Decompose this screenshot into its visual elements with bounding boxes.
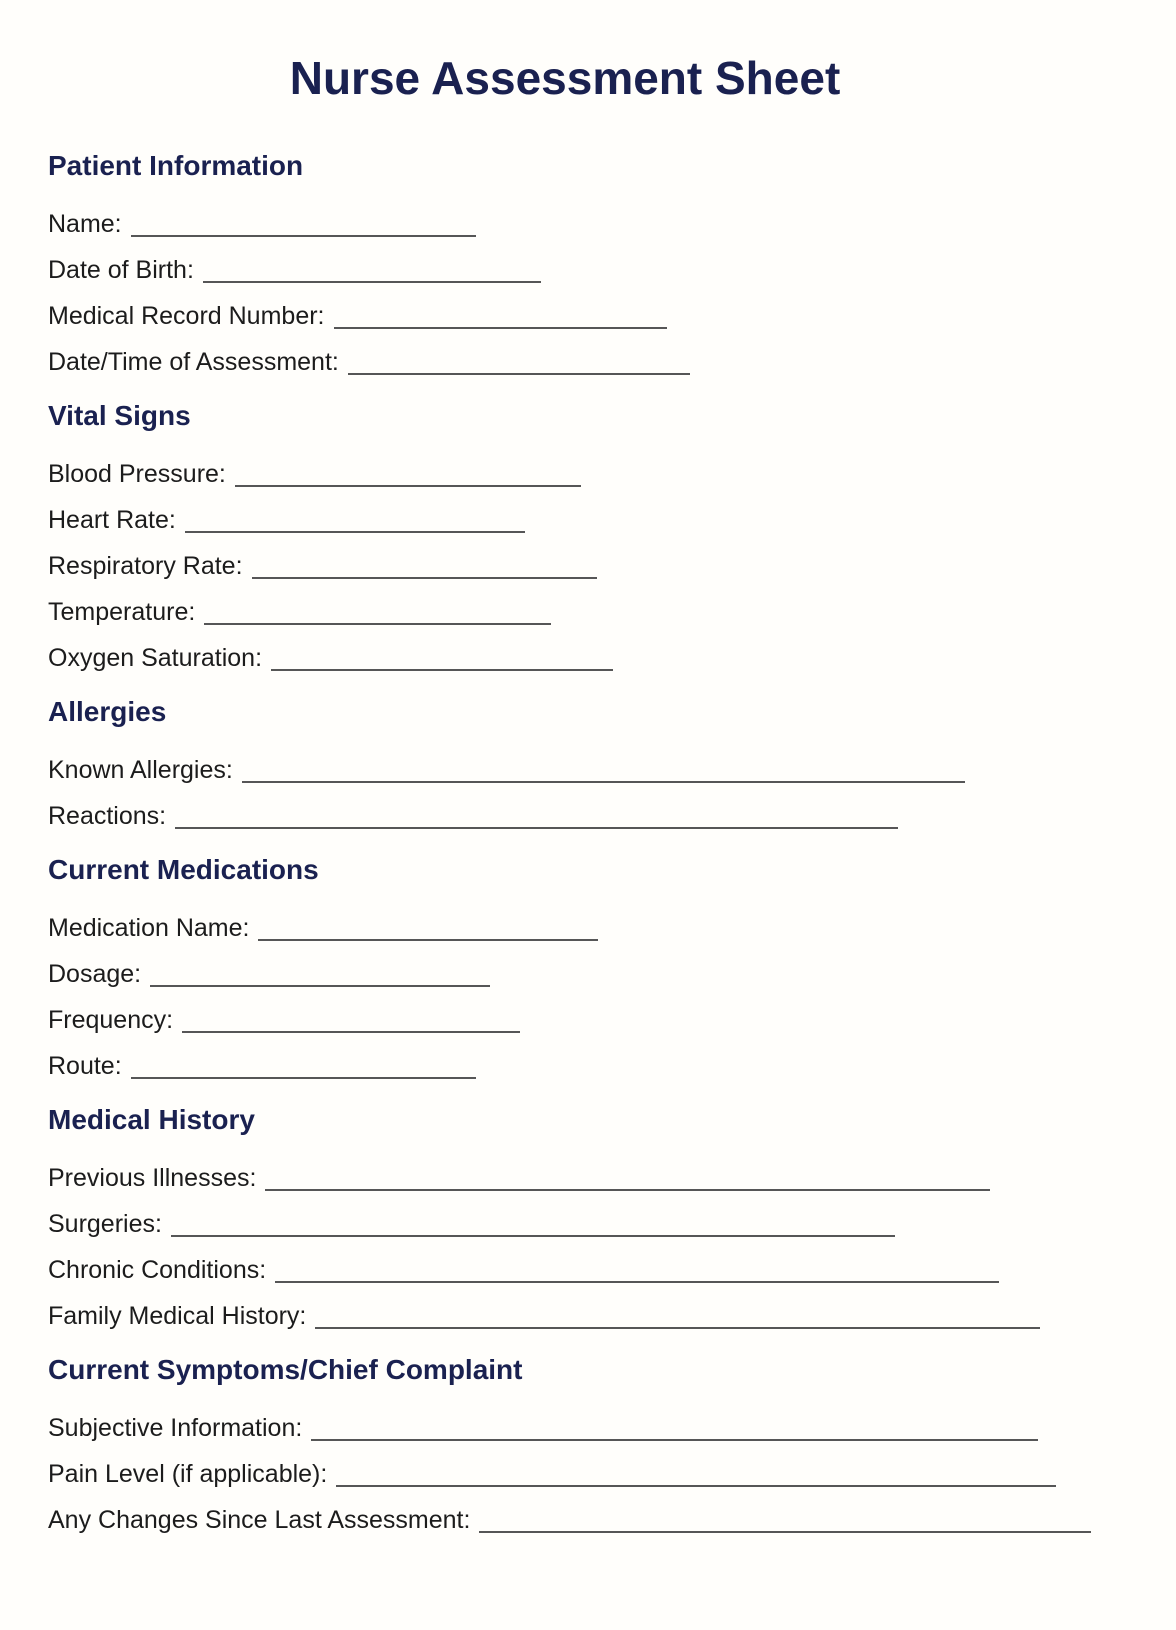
field-row-blood-pressure: [48, 461, 581, 488]
field-row-known-allergies: [48, 757, 965, 784]
field-label-previous-illnesses: Previous Illnesses:: [48, 1164, 257, 1192]
field-label-temperature: Temperature:: [48, 598, 196, 626]
field-label-date-of-birth: Date of Birth:: [48, 256, 194, 284]
field-row-medication-name: [48, 915, 598, 942]
section-heading-allergies: Allergies: [48, 696, 167, 727]
field-label-reactions: Reactions:: [48, 802, 167, 830]
field-label-medication-name: Medication Name:: [48, 914, 250, 942]
field-label-route: Route:: [48, 1052, 122, 1080]
field-row-chronic-conditions: [48, 1257, 999, 1284]
field-row-respiratory-rate: [48, 553, 597, 580]
field-row-oxygen-saturation: [48, 645, 613, 672]
field-label-known-allergies: Known Allergies:: [48, 756, 233, 784]
section-heading-patient-information: Patient Information: [48, 150, 304, 181]
blank-line-route: [131, 1077, 476, 1079]
blank-line-subjective-information: [311, 1439, 1038, 1441]
page-title: Nurse Assessment Sheet: [289, 52, 841, 104]
blank-line-known-allergies: [242, 781, 965, 783]
field-label-name: Name:: [48, 210, 122, 238]
field-row-frequency: [48, 1007, 520, 1034]
blank-line-surgeries: [171, 1235, 895, 1237]
field-row-medical-record-number: [48, 303, 667, 330]
blank-line-respiratory-rate: [252, 577, 597, 579]
field-label-frequency: Frequency:: [48, 1006, 174, 1034]
blank-line-previous-illnesses: [265, 1189, 990, 1191]
field-row-heart-rate: [48, 507, 525, 534]
field-label-medical-record-number: Medical Record Number:: [48, 302, 325, 330]
field-row-pain-level: [48, 1461, 1056, 1488]
field-label-family-medical-history: Family Medical History:: [48, 1302, 307, 1330]
blank-line-temperature: [204, 623, 551, 625]
blank-line-any-changes-since-last-assessment: [479, 1531, 1091, 1533]
field-row-previous-illnesses: [48, 1165, 990, 1192]
blank-line-medication-name: [258, 939, 598, 941]
field-row-name: [48, 211, 476, 238]
field-row-route: [48, 1053, 476, 1080]
field-row-reactions: [48, 803, 898, 830]
field-label-dosage: Dosage:: [48, 960, 142, 988]
section-heading-vital-signs: Vital Signs: [48, 400, 191, 431]
field-row-datetime-of-assessment: [48, 349, 690, 376]
blank-line-blood-pressure: [235, 485, 581, 487]
field-row-any-changes-since-last-assessment: [48, 1507, 1091, 1534]
field-label-surgeries: Surgeries:: [48, 1210, 162, 1238]
section-heading-medical-history: Medical History: [48, 1104, 255, 1135]
field-row-date-of-birth: [48, 257, 541, 284]
field-label-heart-rate: Heart Rate:: [48, 506, 176, 534]
blank-line-dosage: [150, 985, 490, 987]
blank-line-name: [131, 235, 476, 237]
section-heading-current-medications: Current Medications: [48, 854, 319, 885]
field-label-pain-level: Pain Level (if applicable):: [48, 1460, 328, 1488]
blank-line-pain-level: [336, 1485, 1056, 1487]
blank-line-oxygen-saturation: [271, 669, 613, 671]
blank-line-medical-record-number: [334, 327, 667, 329]
blank-line-family-medical-history: [315, 1327, 1040, 1329]
field-row-dosage: [48, 961, 490, 988]
field-row-temperature: [48, 599, 551, 626]
field-label-oxygen-saturation: Oxygen Saturation:: [48, 644, 263, 672]
blank-line-frequency: [182, 1031, 520, 1033]
blank-line-heart-rate: [185, 531, 525, 533]
blank-line-reactions: [175, 827, 898, 829]
blank-line-chronic-conditions: [275, 1281, 999, 1283]
field-row-surgeries: [48, 1211, 895, 1238]
field-row-subjective-information: [48, 1415, 1038, 1442]
field-label-blood-pressure: Blood Pressure:: [48, 460, 226, 488]
field-row-family-medical-history: [48, 1303, 1040, 1330]
section-heading-current-symptoms-chief-complaint: Current Symptoms/Chief Complaint: [48, 1354, 523, 1385]
field-label-chronic-conditions: Chronic Conditions:: [48, 1256, 267, 1284]
blank-line-date-of-birth: [203, 281, 541, 283]
field-label-datetime-of-assessment: Date/Time of Assessment:: [48, 348, 339, 376]
field-label-subjective-information: Subjective Information:: [48, 1414, 303, 1442]
blank-line-datetime-of-assessment: [348, 373, 690, 375]
field-label-any-changes-since-last-assessment: Any Changes Since Last Assessment:: [48, 1506, 471, 1534]
field-label-respiratory-rate: Respiratory Rate:: [48, 552, 243, 580]
